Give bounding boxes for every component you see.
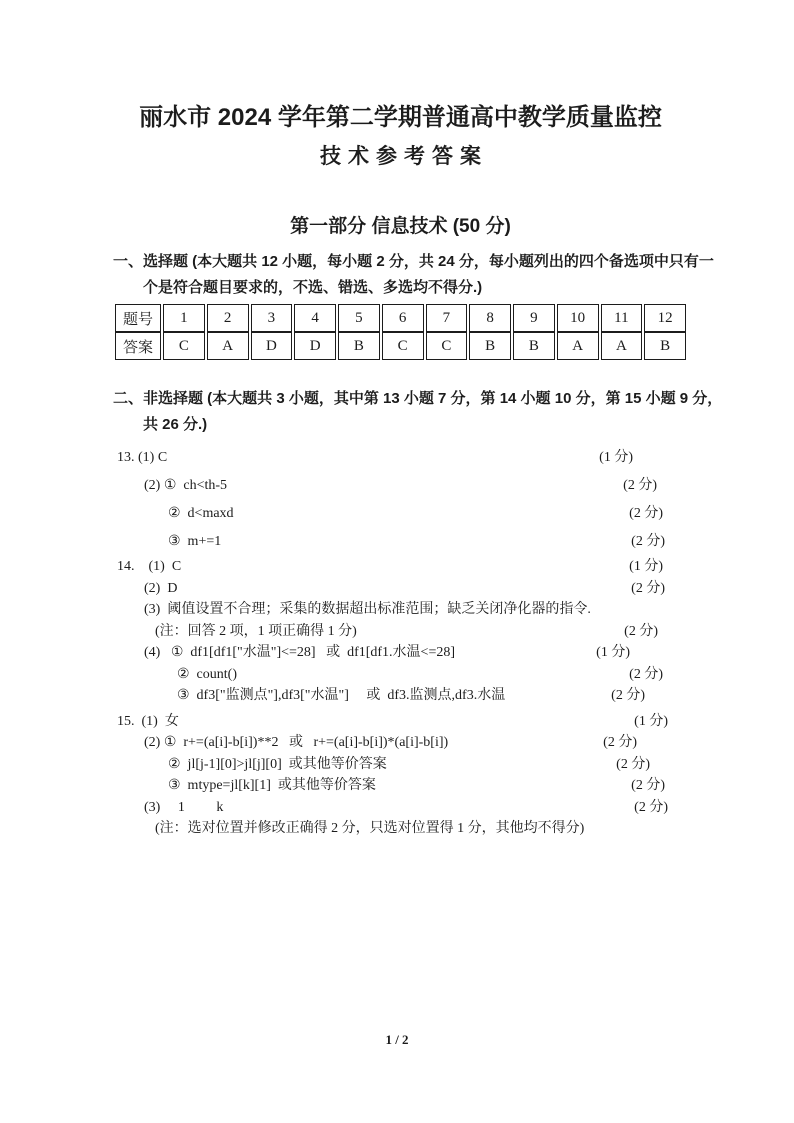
score-label: (2 分)	[631, 534, 665, 549]
answer-line	[113, 621, 688, 643]
answer-letter-cell: D	[294, 332, 336, 360]
row-label-cell: 答案	[115, 332, 161, 360]
answer-text: 13. (1) C	[117, 450, 168, 465]
answer-line	[113, 444, 688, 472]
answer-letter-row	[115, 332, 686, 360]
answer-letter-cell: A	[557, 332, 599, 360]
score-label: (2 分)	[629, 506, 663, 521]
answer-letter-cell: A	[601, 332, 643, 360]
answer-line	[113, 664, 688, 686]
section-heading-line: 共 26 分.)	[143, 416, 208, 433]
question-number-row	[115, 304, 686, 332]
answer-text: (4) ① df1[df1["水温"]<=28] 或 df1[df1.水温<=28]	[144, 645, 456, 660]
answer-text: (3) 1 k	[144, 799, 224, 815]
answer-text: (注：回答 2 项，1 项正确得 1 分)	[155, 623, 357, 639]
answer-text: (3) 阈值设置不合理；采集的数据超出标准范围；缺乏关闭净化器的指令.	[144, 602, 591, 617]
answer-text: ② count()	[177, 666, 237, 682]
section2-free-response-heading	[113, 386, 723, 438]
score-label: (2 分)	[624, 623, 658, 639]
answer-text: ③ mtype=jl[k][1] 或其他等价答案	[168, 778, 376, 793]
answer-letter-cell: B	[469, 332, 511, 360]
answer-line	[113, 642, 688, 664]
answer-line	[113, 754, 688, 776]
answer-line	[113, 556, 688, 578]
answer-letter-cell: D	[251, 332, 293, 360]
question-number-cell: 6	[382, 304, 424, 332]
section-heading-line: 个是符合题目要求的，不选、错选、多选均不得分.)	[143, 279, 483, 296]
score-label: (1 分)	[599, 450, 633, 465]
document-subtitle: 技术参考答案	[320, 144, 488, 168]
score-label: (2 分)	[629, 666, 663, 682]
answer-line	[113, 775, 688, 797]
answer-text: (2) D	[144, 580, 178, 596]
multiple-choice-answer-table	[113, 304, 688, 360]
question14-answers	[113, 556, 688, 707]
answer-line	[113, 797, 688, 819]
question-number-cell: 8	[469, 304, 511, 332]
answer-letter-cell: A	[207, 332, 249, 360]
score-label: (2 分)	[623, 478, 657, 493]
answer-line	[113, 711, 688, 733]
answer-letter-cell: C	[426, 332, 468, 360]
question-number-cell: 3	[251, 304, 293, 332]
answer-text: ③ m+=1	[168, 534, 222, 549]
score-label: (2 分)	[603, 735, 637, 750]
section-heading-line: 二、非选择题 (本大题共 3 小题，其中第 13 小题 7 分，第 14 小题 10 分，第 15 小题 9 分，	[113, 390, 723, 407]
question-number-cell: 11	[601, 304, 643, 332]
part1-heading: 第一部分 信息技术 (50 分)	[290, 216, 511, 237]
answer-text: 14. (1) C	[117, 559, 182, 574]
question-number-cell: 1	[163, 304, 205, 332]
question-number-cell: 2	[207, 304, 249, 332]
score-label: (2 分)	[616, 756, 650, 772]
question13-answers	[113, 444, 688, 556]
row-label-cell: 题号	[115, 304, 161, 332]
question-number-cell: 7	[426, 304, 468, 332]
document-title: 丽水市 2024 学年第二学期普通高中教学质量监控	[139, 104, 662, 131]
question-number-cell: 12	[644, 304, 686, 332]
answer-line	[113, 732, 688, 754]
answer-line	[113, 599, 688, 621]
answer-line	[113, 685, 688, 707]
answer-letter-cell: B	[644, 332, 686, 360]
question-number-cell: 4	[294, 304, 336, 332]
answer-text: (2) ① ch<th-5	[144, 478, 228, 493]
score-label: (1 分)	[634, 713, 668, 729]
question15-answers	[113, 711, 688, 840]
score-label: (2 分)	[634, 799, 668, 815]
answer-line	[113, 578, 688, 600]
answer-line	[113, 528, 688, 556]
question-number-cell: 5	[338, 304, 380, 332]
answer-text: ② jl[j-1][0]>jl[j][0] 或其他等价答案	[168, 756, 387, 772]
answer-text: ③ df3["监测点"],df3["水温"] 或 df3.监测点,df3.水温	[177, 688, 506, 703]
score-label: (2 分)	[611, 688, 645, 703]
answer-letter-cell: B	[513, 332, 555, 360]
score-label: (2 分)	[631, 580, 665, 596]
answer-letter-cell: B	[338, 332, 380, 360]
answer-line	[113, 472, 688, 500]
page-content	[113, 0, 723, 840]
score-label: (2 分)	[631, 778, 665, 793]
answer-line	[113, 818, 688, 840]
question-number-cell: 10	[557, 304, 599, 332]
answer-letter-cell: C	[382, 332, 424, 360]
answer-text: (注：选对位置并修改正确得 2 分，只选对位置得 1 分，其他均不得分)	[155, 821, 585, 836]
section1-multiple-choice-heading	[113, 249, 714, 301]
answer-text: ② d<maxd	[168, 506, 234, 521]
page-number: 1 / 2	[385, 1032, 409, 1047]
answer-line	[113, 500, 688, 528]
question-number-cell: 9	[513, 304, 555, 332]
answer-letter-cell: C	[163, 332, 205, 360]
answer-text: (2) ① r+=(a[i]-b[i])**2 或 r+=(a[i]-b[i])*(a[i]-b[i])	[144, 735, 449, 750]
score-label: (1 分)	[629, 559, 663, 574]
answer-text: 15. (1) 女	[117, 713, 179, 729]
section-heading-line: 一、选择题 (本大题共 12 小题，每小题 2 分，共 24 分，每小题列出的四个备选项中只有一	[113, 253, 714, 270]
score-label: (1 分)	[596, 645, 630, 660]
